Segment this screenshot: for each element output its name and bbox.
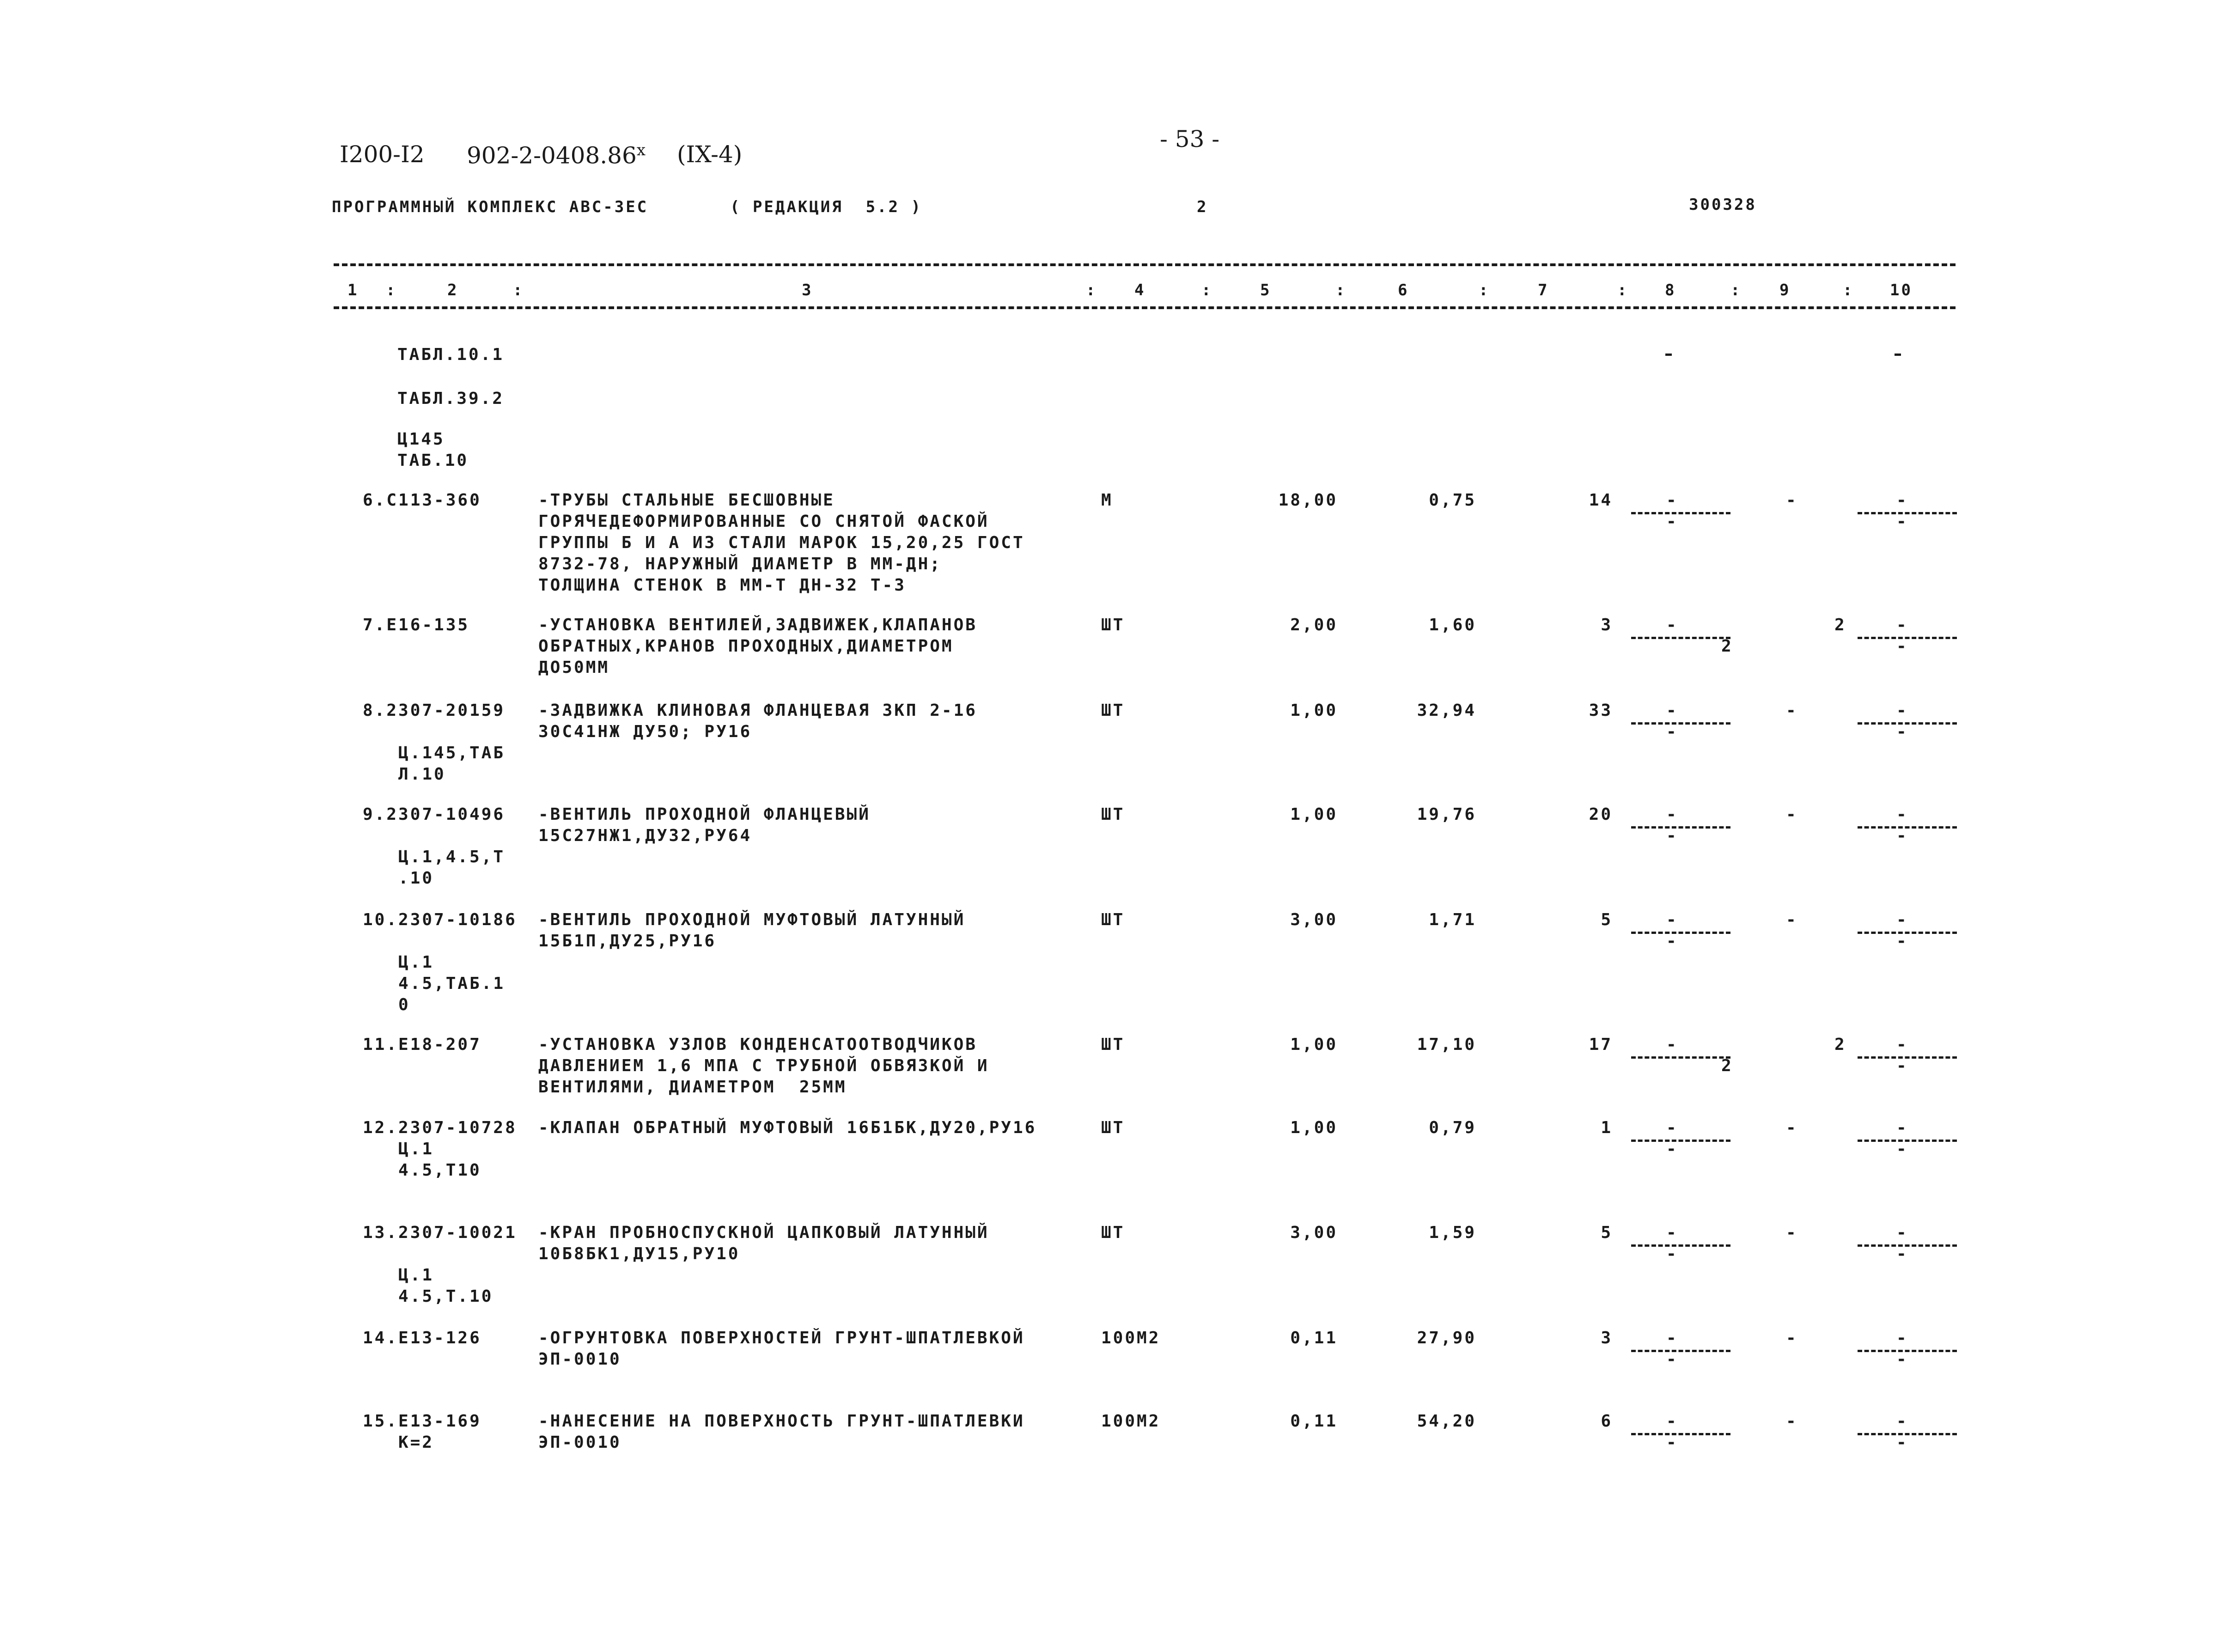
program-edition: ( РЕДАКЦИЯ 5.2 )	[730, 198, 922, 216]
col10-bottom-value: -	[1896, 1056, 1908, 1075]
col10-bottom-value: -	[1896, 1140, 1908, 1158]
col10-bottom-value: -	[1896, 722, 1908, 741]
col9-value: -	[1786, 1118, 1798, 1137]
row-quantity: 1,00	[1290, 805, 1338, 824]
col-separator: :	[1730, 281, 1742, 299]
col8-top-value: -	[1666, 1035, 1678, 1054]
row-note-line: Ц.1	[398, 953, 434, 972]
col10-top-value: -	[1896, 701, 1908, 720]
col9-value: -	[1786, 1223, 1798, 1242]
reference-line: ТАБ.10	[397, 451, 469, 470]
col-separator: :	[1479, 281, 1490, 299]
col-separator: :	[386, 281, 397, 299]
row-description-line: 8732-78, НАРУЖНЫЙ ДИАМЕТР В ММ-ДН;	[538, 555, 942, 573]
col8-bottom-value: 2	[1721, 637, 1733, 656]
col8-bottom-value: 2	[1721, 1056, 1733, 1075]
col-separator: :	[1843, 281, 1854, 299]
col10-top-value: -	[1896, 616, 1908, 634]
dash-mark	[1665, 354, 1672, 356]
program-title: ПРОГРАММНЫЙ КОМПЛЕКС АВС-ЗЕС	[332, 198, 649, 216]
row-unit: ШТ	[1101, 616, 1125, 634]
row-description-line: 10Б8БК1,ДУ15,РУ10	[538, 1244, 740, 1263]
row-note-line: 4.5,Т10	[398, 1161, 481, 1180]
row-price: 32,94	[1417, 701, 1476, 720]
col8-bottom-value: -	[1666, 722, 1678, 741]
col-separator: :	[1617, 281, 1629, 299]
col8-bottom-value: -	[1666, 512, 1678, 531]
fraction-rule	[1631, 512, 1730, 514]
row-note-line: К=2	[398, 1433, 434, 1452]
row-price: 17,10	[1417, 1035, 1476, 1054]
row-unit: ШТ	[1101, 1035, 1125, 1054]
col10-top-value: -	[1896, 1118, 1908, 1137]
row-quantity: 1,00	[1290, 701, 1338, 720]
row-unit: ШТ	[1101, 1223, 1125, 1242]
row-code: 11.Е18-207	[363, 1035, 481, 1054]
col10-bottom-value: -	[1896, 637, 1908, 656]
row-description-line: -ТРУБЫ СТАЛЬНЫЕ БЕСШОВНЫЕ	[538, 491, 835, 510]
row-description-line: 30С41НЖ ДУ50; РУ16	[538, 722, 752, 741]
row-price: 0,79	[1429, 1118, 1476, 1137]
fraction-rule	[1631, 1140, 1730, 1142]
reference-line: ТАБЛ.10.1	[397, 345, 505, 364]
row-price: 27,90	[1417, 1329, 1476, 1347]
row-unit: ШТ	[1101, 1118, 1125, 1137]
col-head-8: 8	[1665, 281, 1676, 299]
row-description-line: -КРАН ПРОБНОСПУСКНОЙ ЦАПКОВЫЙ ЛАТУННЫЙ	[538, 1223, 989, 1242]
fraction-rule	[1631, 1350, 1730, 1352]
col10-bottom-value: -	[1896, 512, 1908, 531]
col-head-1: 1	[347, 281, 359, 299]
row-description-line: ВЕНТИЛЯМИ, ДИАМЕТРОМ 25ММ	[538, 1078, 847, 1097]
col10-top-value: -	[1896, 1412, 1908, 1431]
row-note-line: 4.5,ТАБ.1	[398, 974, 506, 993]
row-price: 0,75	[1429, 491, 1476, 510]
document-code-left: I200-I2	[340, 141, 425, 168]
col-head-9: 9	[1779, 281, 1791, 299]
row-description-line: 15Б1П,ДУ25,РУ16	[538, 932, 717, 951]
col10-top-value: -	[1896, 491, 1908, 510]
table-header-rule	[334, 306, 1956, 309]
row-description-line: 15С27НЖ1,ДУ32,РУ64	[538, 826, 752, 845]
row-note-line: Ц.1	[398, 1140, 434, 1158]
document-variant: (IX-4)	[677, 141, 743, 168]
col-head-10: 10	[1890, 281, 1913, 299]
col8-top-value: -	[1666, 491, 1678, 510]
row-quantity: 1,00	[1290, 1118, 1338, 1137]
col9-value: -	[1786, 1329, 1798, 1347]
row-note-line: Л.10	[398, 765, 446, 784]
col-separator: :	[1086, 281, 1097, 299]
row-description-line: ЭП-0010	[538, 1350, 621, 1369]
row-total: 1	[1601, 1118, 1613, 1137]
row-code: 9.2307-10496	[363, 805, 506, 824]
row-unit: ШТ	[1101, 910, 1125, 929]
fraction-rule	[1631, 826, 1730, 829]
col-separator: :	[1335, 281, 1347, 299]
col8-bottom-value: -	[1666, 1433, 1678, 1452]
row-note-line: Ц.1	[398, 1266, 434, 1285]
col9-value: -	[1786, 1412, 1798, 1431]
row-total: 3	[1601, 616, 1613, 634]
col9-value: -	[1786, 491, 1798, 510]
row-quantity: 0,11	[1290, 1412, 1338, 1431]
row-description-line: -НАНЕСЕНИЕ НА ПОВЕРХНОСТЬ ГРУНТ-ШПАТЛЕВКИ	[538, 1412, 1025, 1431]
row-quantity: 18,00	[1278, 491, 1338, 510]
row-description-line: -ВЕНТИЛЬ ПРОХОДНОЙ ФЛАНЦЕВЫЙ	[538, 805, 871, 824]
col8-top-value: -	[1666, 1412, 1678, 1431]
program-sheet: 2	[1197, 198, 1208, 216]
row-total: 17	[1589, 1035, 1613, 1054]
col10-bottom-value: -	[1896, 826, 1908, 845]
table-top-rule	[334, 263, 1956, 266]
row-quantity: 0,11	[1290, 1329, 1338, 1347]
col8-top-value: -	[1666, 910, 1678, 929]
row-description-line: -ЗАДВИЖКА КЛИНОВАЯ ФЛАНЦЕВАЯ ЗКП 2-16	[538, 701, 977, 720]
document-code	[467, 141, 646, 169]
row-unit: 100М2	[1101, 1412, 1161, 1431]
fraction-rule	[1631, 932, 1730, 934]
page-number: - 53 -	[1160, 126, 1220, 152]
col9-value: -	[1786, 910, 1798, 929]
row-quantity: 3,00	[1290, 910, 1338, 929]
row-total: 6	[1601, 1412, 1613, 1431]
row-code: 12.2307-10728	[363, 1118, 517, 1137]
col9-value: 2	[1834, 616, 1846, 634]
col8-top-value: -	[1666, 1223, 1678, 1242]
col10-top-value: -	[1896, 1035, 1908, 1054]
row-code: 6.С113-360	[363, 491, 481, 510]
row-description-line: -УСТАНОВКА ВЕНТИЛЕЙ,ЗАДВИЖЕК,КЛАПАНОВ	[538, 616, 977, 634]
row-description-line: -УСТАНОВКА УЗЛОВ КОНДЕНСАТООТВОДЧИКОВ	[538, 1035, 977, 1054]
row-description-line: ДО50ММ	[538, 658, 610, 677]
col-separator: :	[513, 281, 524, 299]
col8-bottom-value: -	[1666, 826, 1678, 845]
col10-top-value: -	[1896, 910, 1908, 929]
row-note-line: .10	[398, 869, 434, 888]
row-code: 8.2307-20159	[363, 701, 506, 720]
row-price: 1,71	[1429, 910, 1476, 929]
row-price: 1,59	[1429, 1223, 1476, 1242]
col-head-2: 2	[447, 281, 459, 299]
col-separator: :	[1201, 281, 1213, 299]
col8-top-value: -	[1666, 616, 1678, 634]
reference-line: ТАБЛ.39.2	[397, 389, 505, 408]
col10-top-value: -	[1896, 1223, 1908, 1242]
row-note-line: Ц.1,4.5,Т	[398, 847, 506, 866]
row-unit: М	[1101, 491, 1113, 510]
row-note-line: Ц.145,ТАБ	[398, 744, 506, 762]
row-description-line: ГОРЯЧЕДЕФОРМИРОВАННЫЕ СО СНЯТОЙ ФАСКОЙ	[538, 512, 989, 531]
fraction-rule	[1631, 722, 1730, 725]
row-description-line: ГРУППЫ Б И А ИЗ СТАЛИ МАРОК 15,20,25 ГОСТ	[538, 533, 1025, 552]
col10-top-value: -	[1896, 805, 1908, 824]
row-total: 3	[1601, 1329, 1613, 1347]
program-code: 300328	[1689, 195, 1757, 214]
col10-bottom-value: -	[1896, 1350, 1908, 1369]
dash-mark	[1895, 354, 1901, 356]
row-code: 14.Е13-126	[363, 1329, 481, 1347]
row-description-line: -ВЕНТИЛЬ ПРОХОДНОЙ МУФТОВЫЙ ЛАТУННЫЙ	[538, 910, 966, 929]
col10-bottom-value: -	[1896, 1433, 1908, 1452]
col8-bottom-value: -	[1666, 1244, 1678, 1263]
col8-top-value: -	[1666, 805, 1678, 824]
col-head-5: 5	[1260, 281, 1272, 299]
row-total: 20	[1589, 805, 1613, 824]
fraction-rule	[1631, 637, 1730, 639]
row-code: 10.2307-10186	[363, 910, 517, 929]
project-code: 902-2-0408.86	[467, 142, 637, 169]
code-superscript: х	[636, 141, 646, 159]
fraction-rule	[1631, 1244, 1730, 1247]
row-total: 5	[1601, 1223, 1613, 1242]
row-total: 33	[1589, 701, 1613, 720]
row-code: 7.Е16-135	[363, 616, 470, 634]
col10-bottom-value: -	[1896, 932, 1908, 951]
col9-value: -	[1786, 701, 1798, 720]
row-description-line: ДАВЛЕНИЕМ 1,6 МПА С ТРУБНОЙ ОБВЯЗКОЙ И	[538, 1056, 989, 1075]
row-description-line: -КЛАПАН ОБРАТНЫЙ МУФТОВЫЙ 16Б1БК,ДУ20,РУ16	[538, 1118, 1037, 1137]
row-description-line: -ОГРУНТОВКА ПОВЕРХНОСТЕЙ ГРУНТ-ШПАТЛЕВКОЙ	[538, 1329, 1025, 1347]
row-description-line: ОБРАТНЫХ,КРАНОВ ПРОХОДНЫХ,ДИАМЕТРОМ	[538, 637, 954, 656]
col10-bottom-value: -	[1896, 1244, 1908, 1263]
col8-top-value: -	[1666, 1329, 1678, 1347]
col-head-7: 7	[1538, 281, 1549, 299]
col-head-4: 4	[1134, 281, 1146, 299]
row-unit: ШТ	[1101, 701, 1125, 720]
col8-top-value: -	[1666, 701, 1678, 720]
row-description-line: ТОЛЩИНА СТЕНОК В ММ-Т ДН-32 Т-3	[538, 576, 906, 595]
row-code: 13.2307-10021	[363, 1223, 517, 1242]
col-head-6: 6	[1398, 281, 1409, 299]
col9-value: 2	[1834, 1035, 1846, 1054]
reference-line: Ц145	[397, 430, 445, 449]
col-head-3: 3	[802, 281, 813, 299]
col9-value: -	[1786, 805, 1798, 824]
col10-top-value: -	[1896, 1329, 1908, 1347]
row-price: 1,60	[1429, 616, 1476, 634]
col8-bottom-value: -	[1666, 932, 1678, 951]
col8-top-value: -	[1666, 1118, 1678, 1137]
row-quantity: 2,00	[1290, 616, 1338, 634]
row-unit: 100М2	[1101, 1329, 1161, 1347]
row-price: 54,20	[1417, 1412, 1476, 1431]
row-unit: ШТ	[1101, 805, 1125, 824]
fraction-rule	[1631, 1433, 1730, 1435]
col8-bottom-value: -	[1666, 1140, 1678, 1158]
row-total: 14	[1589, 491, 1613, 510]
row-quantity: 1,00	[1290, 1035, 1338, 1054]
row-note-line: 4.5,Т.10	[398, 1287, 494, 1306]
row-code: 15.Е13-169	[363, 1412, 481, 1431]
row-note-line: 0	[398, 995, 410, 1014]
col8-bottom-value: -	[1666, 1350, 1678, 1369]
row-description-line: ЭП-0010	[538, 1433, 621, 1452]
row-price: 19,76	[1417, 805, 1476, 824]
row-quantity: 3,00	[1290, 1223, 1338, 1242]
row-total: 5	[1601, 910, 1613, 929]
fraction-rule	[1631, 1056, 1730, 1059]
